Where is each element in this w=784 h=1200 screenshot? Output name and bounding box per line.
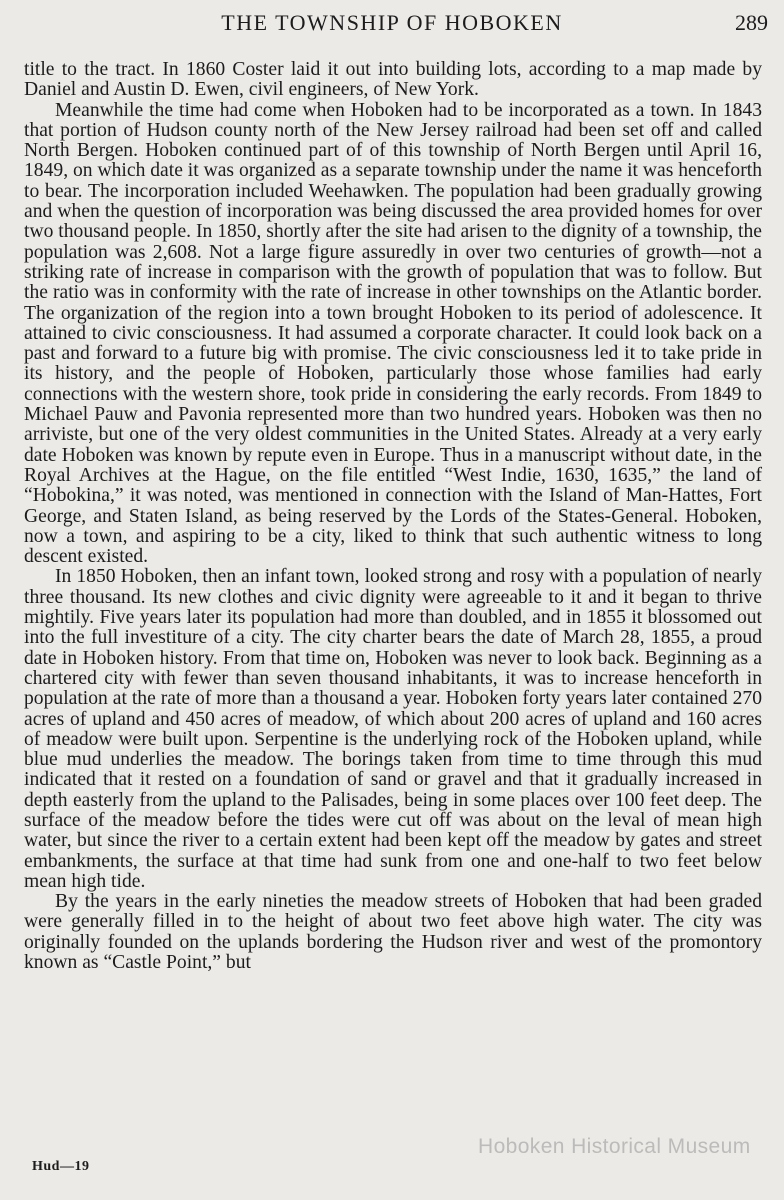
paragraph: In 1850 Hoboken, then an infant town, looked strong and rosy with a population of nearly three thousand. Its new clothes and civic dignity were agreeable to it and it began to thrive mightily. Five years later its population had more than doubled, and in 1855 it blossomed out into the full investiture of a city. The city charter bears the date of March 28, 1855, a proud date in Hoboken history. From that time on, Hoboken was never to look back. Beginning as a chartered city with fewer than seven thousand inhabitants, it was to increase henceforth in population at the rate of more than a thousand a year. Hoboken forty years later contained 270 acres of upland and 450 acres of meadow, of which about 200 acres of upland and 160 acres of meadow were built upon. Serpentine is the underlying rock of the Hoboken upland, while blue mud underlies the meadow. The borings taken from time to time through this mud indicated that it rested on a foundation of sand or gravel and that it gradually increased in depth easterly from the upland to the Palisades, being in some places over 100 feet deep. The surface of the meadow before the tides were cut off was about on the leval of mean high water, but since the river to a certain extent had been kept off the meadow by gates and street embankments, the surface at that time had sunk from one and one-half to two feet below mean high tide.: [24, 566, 762, 892]
page-number: 289: [735, 10, 768, 35]
signature-mark: Hud—19: [32, 1159, 90, 1174]
watermark: Hoboken Historical Museum: [478, 1135, 751, 1158]
page-title: THE TOWNSHIP OF HOBOKEN: [221, 10, 563, 35]
paragraph-continued: title to the tract. In 1860 Coster laid it out into building lots, according to a map made by Daniel and Austin D. Ewen, civil engineers, of New York.: [24, 59, 762, 101]
body-text: [24, 60, 762, 973]
paragraph: Meanwhile the time had come when Hoboken had to be incorporated as a town. In 1843 that portion of Hudson county north of the New Jersey railroad had been set off and called North Bergen. Hoboken continued part of of this township of North Bergen until April 16, 1849, on which date it was organized as a separate township under the name it was henceforth to bear. The incorporation included Weehawken. The population had been gradually growing and when the question of incorporation was being discussed the area provided homes for over two thousand people. In 1850, shortly after the site had arisen to the dignity of a township, the population was 2,608. Not a large figure assuredly in over two centuries of growth—not a striking rate of increase in comparison with the growth of population that was to follow. But the ratio was in conformity with the rate of increase in other townships on the Atlantic border. The organization of the region into a town brought Hoboken to its period of adolescence. It attained to civic consciousness. It had assumed a corporate character. It could look back on a past and forward to a future big with promise. The civic consciousness led it to take pride in its history, and the people of Hoboken, particularly those whose families had early connections with the western shore, took pride in considering the early records. From 1849 to Michael Pauw and Pavonia represented more than two hundred years. Hoboken was then no arriviste, but one of the very oldest communities in the United States. Already at a very early date Hoboken was known by repute even in Europe. Thus in a manuscript without date, in the Royal Archives at the Hague, on the file entitled “West Indie, 1630, 1635,” the land of “Hobokina,” it was noted, was mentioned in connection with the Island of Man-Hattes, Fort George, and Staten Island, as being reserved by the Lords of the States-General. Hoboken, now a town, and aspiring to be a city, liked to think that such authentic witness to long descent existed.: [24, 99, 762, 568]
running-head: [24, 10, 768, 50]
paragraph: By the years in the early nineties the meadow streets of Hoboken that had been graded were generally filled in to the height of about two feet above high water. The city was originally founded on the uplands bordering the Hudson river and west of the promontory known as “Castle Point,” but: [24, 891, 762, 974]
